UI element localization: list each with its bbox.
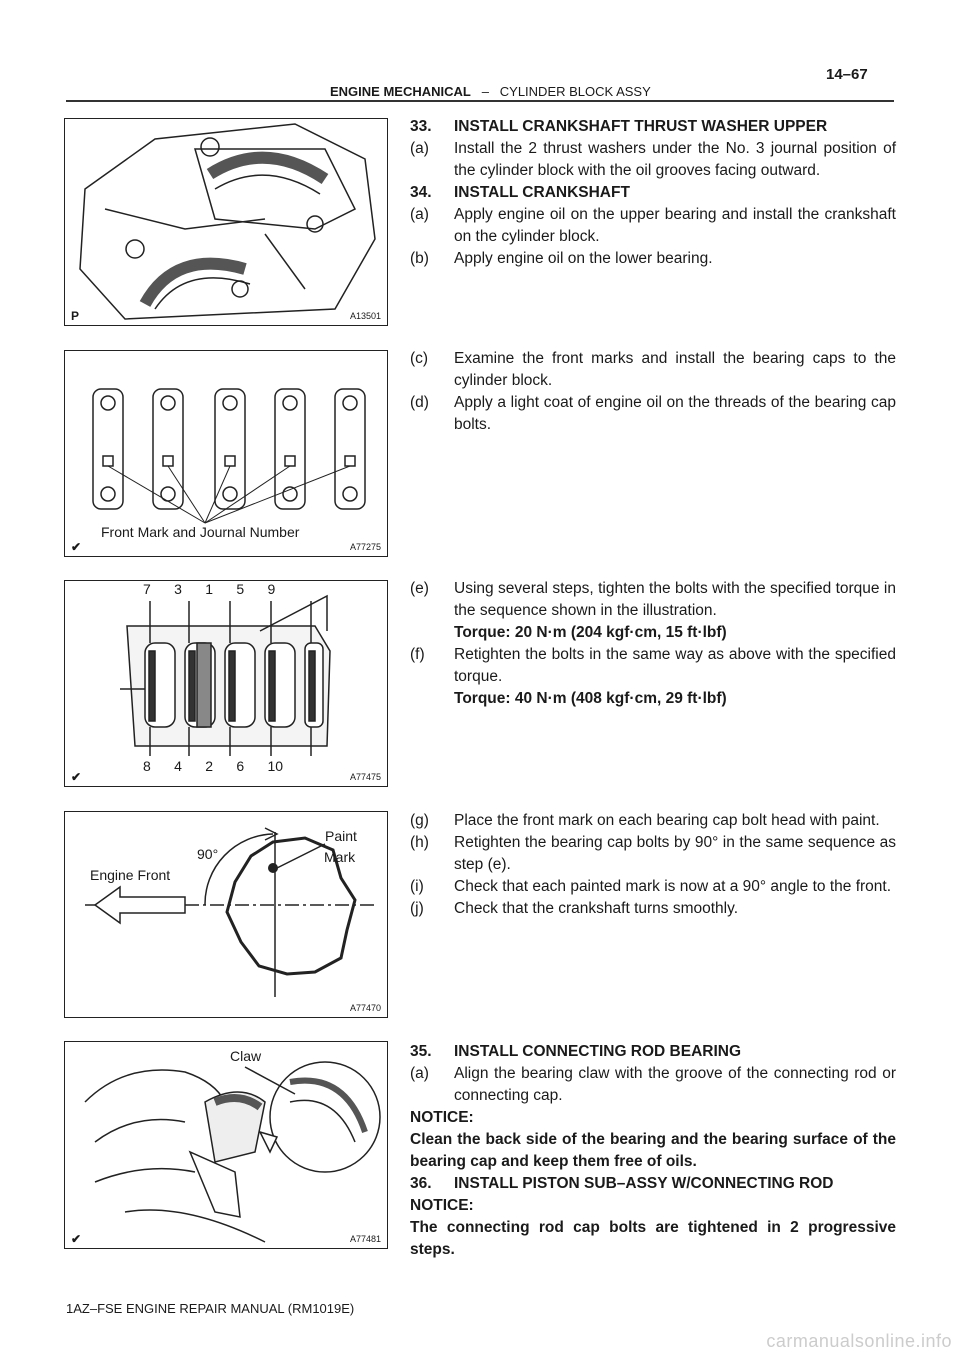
step-34i: (i) Check that each painted mark is now at a 90° angle to the front. [410, 878, 892, 895]
step-34a: (a) Apply engine oil on the upper bearing and install the crankshaft on the cylinder block. [410, 206, 896, 245]
paint-label: Paint [325, 828, 357, 844]
torque-spec-2: Torque: 40 N·m (408 kgf·cm, 29 ft·lbf) [454, 690, 727, 707]
tighten-sequence-illustration [65, 581, 388, 787]
header-rule [66, 100, 894, 102]
figure-thrust-washer [64, 118, 388, 326]
figure-tighten-sequence [64, 580, 388, 787]
text-block-4 [410, 810, 896, 920]
page-footer: 1AZ–FSE ENGINE REPAIR MANUAL (RM1019E) [66, 1301, 355, 1316]
figure-corner-mark: ✔ [71, 770, 82, 784]
torque-spec-1: Torque: 20 N·m (204 kgf·cm, 15 ft·lbf) [454, 624, 727, 641]
step-34f: (f) Retighten the bolts in the same way as above with the specified torque. [410, 646, 896, 685]
step-34h: (h) Retighten the bearing cap bolts by 90° in the same sequence as step (e). [410, 834, 896, 873]
figure-code: A77470 [349, 1003, 381, 1013]
front-mark-label: Front Mark and Journal Number [101, 524, 300, 540]
bearing-claw-illustration [65, 1042, 388, 1249]
figure-paint-mark [64, 811, 388, 1018]
notice-text-1: Clean the back side of the bearing and the bearing surface of the bearing cap and keep them free of oils. [410, 1131, 896, 1170]
angle-label: 90° [197, 846, 219, 862]
figure-code: A77475 [349, 772, 381, 782]
thrust-washer-illustration [65, 119, 388, 326]
header-section: ENGINE MECHANICAL [330, 84, 471, 99]
engine-front-label: Engine Front [90, 867, 171, 883]
step-34: 34. INSTALL CRANKSHAFT [410, 184, 630, 201]
bolt-sequence-top: 7 3 1 5 9 [143, 581, 276, 597]
step-34e: (e) Using several steps, tighten the bolts with the specified torque in the sequence shown in the illustration. [410, 580, 896, 619]
bolt-sequence-bottom: 8 4 2 6 10 [143, 758, 284, 774]
step-33a: (a) Install the 2 thrust washers under the No. 3 journal position of the cylinder block with the oil grooves facing outward. [410, 140, 896, 179]
mark-label: Mark [324, 849, 356, 865]
notice-heading-2: NOTICE: [410, 1197, 474, 1214]
figure-code: A77481 [349, 1234, 381, 1244]
text-block-5 [410, 1041, 896, 1261]
figure-corner-mark: ✔ [71, 540, 82, 554]
page-number: 14–67 [826, 66, 868, 83]
text-block-3 [410, 578, 896, 710]
claw-label: Claw [230, 1048, 262, 1064]
figure-code: A13501 [349, 311, 381, 321]
figure-connecting-rod-bearing [64, 1041, 388, 1249]
step-34b: (b) Apply engine oil on the lower bearing. [410, 250, 713, 267]
step-34j: (j) Check that the crankshaft turns smoothly. [410, 900, 739, 917]
watermark: carmanualsonline.info [766, 1331, 952, 1351]
step-34c: (c) Examine the front marks and install the bearing caps to the cylinder block. [410, 350, 896, 389]
step-35a: (a) Align the bearing claw with the groove of the connecting rod or connecting cap. [410, 1065, 896, 1104]
step-35: 35. INSTALL CONNECTING ROD BEARING [410, 1043, 742, 1060]
figure-corner-mark: P [71, 309, 80, 323]
header-separator: – [481, 84, 489, 99]
figure-bearing-caps [64, 350, 388, 557]
step-34g: (g) Place the front mark on each bearing cap bolt head with paint. [410, 812, 880, 829]
figure-corner-mark: ✔ [71, 1232, 82, 1246]
step-36: 36. INSTALL PISTON SUB–ASSY W/CONNECTING ROD [410, 1175, 834, 1192]
step-33: 33. INSTALL CRANKSHAFT THRUST WASHER UPPER [410, 118, 828, 135]
notice-heading-1: NOTICE: [410, 1109, 474, 1126]
text-block-2 [410, 348, 896, 436]
text-block-1 [410, 116, 896, 270]
running-header [330, 84, 651, 99]
figure-code: A77275 [349, 542, 381, 552]
header-subsection: CYLINDER BLOCK ASSY [499, 84, 651, 99]
step-34d: (d) Apply a light coat of engine oil on the threads of the bearing cap bolts. [410, 394, 896, 433]
notice-text-2: The connecting rod cap bolts are tightened in 2 progressive steps. [410, 1219, 896, 1258]
